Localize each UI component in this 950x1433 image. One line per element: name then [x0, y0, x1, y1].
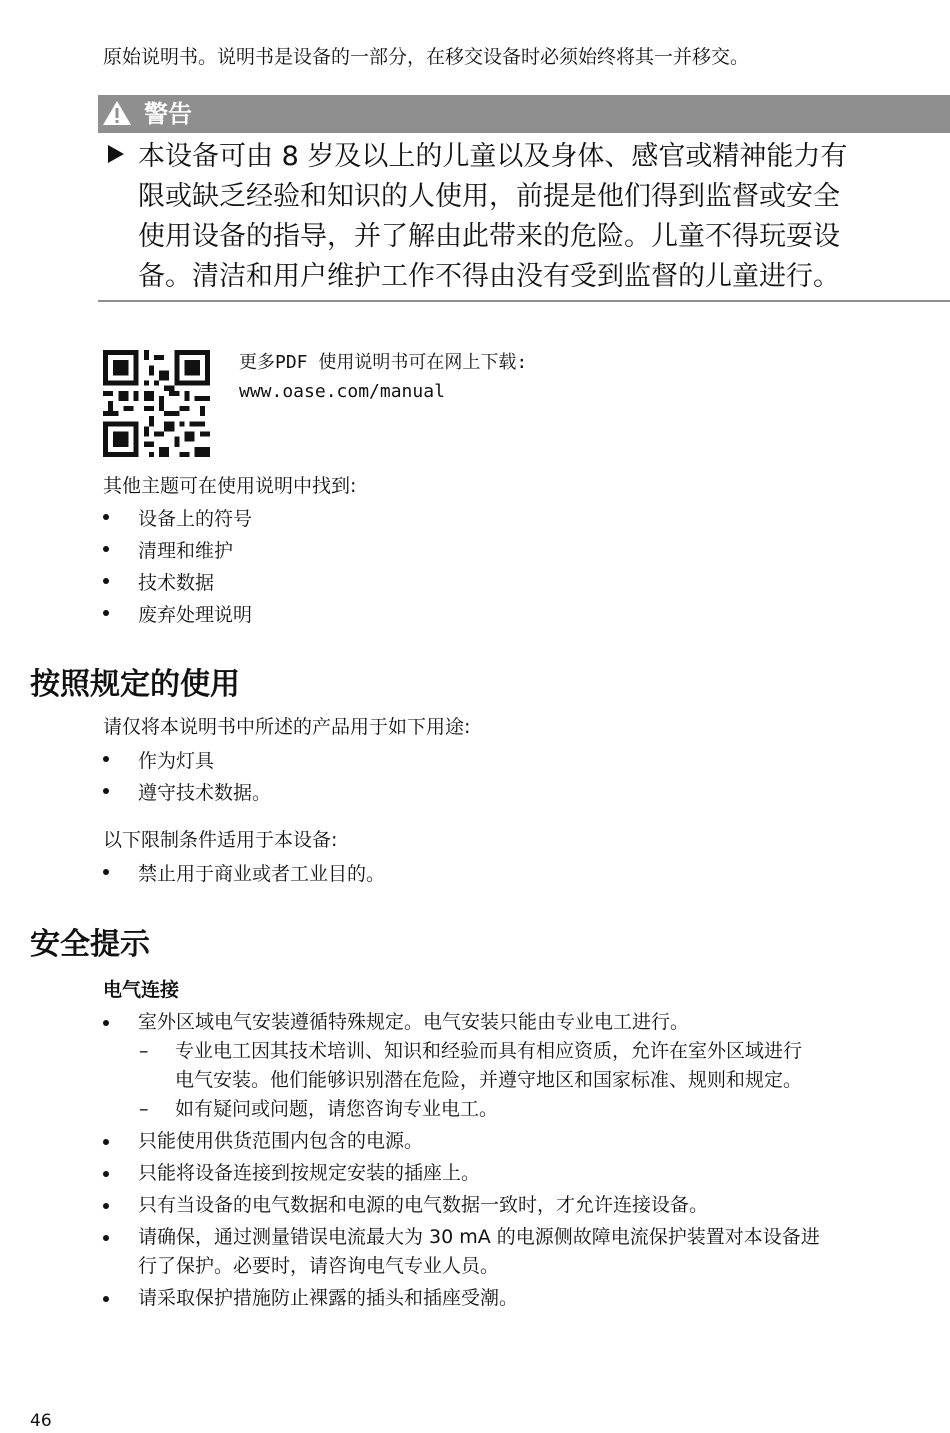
bullet-icon	[103, 1203, 109, 1209]
subheading-electrical: 电气连接	[103, 979, 180, 1001]
bullet-icon	[103, 1296, 109, 1302]
list-item: 只有当设备的电气数据和电源的电气数据一致时，才允许连接设备。	[103, 1191, 948, 1220]
restriction-intro: 以下限制条件适用于本设备:	[103, 829, 338, 851]
list-item: 设备上的符号	[103, 503, 252, 535]
list-item: 请采取保护措施防止裸露的插头和插座受潮。	[103, 1284, 948, 1313]
warning-title: 警告	[144, 100, 192, 128]
bullet-icon	[103, 514, 109, 520]
list-item: 只能使用供货范围内包含的电源。	[103, 1127, 948, 1156]
dash-icon: –	[139, 1040, 149, 1062]
bullet-icon	[103, 1020, 109, 1026]
download-text: 更多PDF 使用说明书可在网上下载:	[239, 352, 528, 373]
dash-icon: –	[139, 1098, 149, 1120]
warning-header	[98, 95, 950, 133]
arrow-right-icon	[106, 143, 126, 165]
list-item: 作为灯具	[103, 745, 271, 777]
list-item: 废弃处理说明	[103, 599, 252, 631]
bullet-icon	[103, 869, 109, 875]
topics-list	[103, 503, 252, 631]
sub-list-item: – 如有疑问或问题，请您咨询专业电工。	[103, 1095, 948, 1124]
topics-intro: 其他主题可在使用说明中找到:	[103, 475, 357, 497]
list-item: 技术数据	[103, 567, 252, 599]
restriction-list	[103, 858, 385, 890]
bullet-icon	[103, 1171, 109, 1177]
sub-list-item: – 专业电工因其技术培训、知识和经验而具有相应资质，允许在室外区域进行 电气安装。他们能够识别潜在危险，并遵守地区和国家标准、规则和规定。	[103, 1037, 948, 1095]
section-heading-safety: 安全提示	[30, 927, 150, 962]
warning-line: 限或缺乏经验和知识的人使用，前提是他们得到监督或安全	[138, 181, 840, 212]
warning-text	[100, 137, 945, 297]
bullet-icon	[103, 756, 109, 762]
section-heading-intended-use: 按照规定的使用	[30, 667, 240, 702]
warning-divider	[98, 300, 950, 302]
bullet-icon	[103, 546, 109, 552]
bullet-icon	[103, 1235, 109, 1241]
warning-line: 本设备可由 8 岁及以上的儿童以及身体、感官或精神能力有	[138, 141, 848, 172]
page-number: 46	[30, 1411, 52, 1431]
bullet-icon	[103, 1139, 109, 1145]
manual-url-link[interactable]: www.oase.com/manual	[239, 381, 445, 402]
list-item: 清理和维护	[103, 535, 252, 567]
list-item: 室外区域电气安装遵循特殊规定。电气安装只能由专业电工进行。	[103, 1008, 948, 1037]
intro-paragraph: 原始说明书。说明书是设备的一部分，在移交设备时必须始终将其一并移交。	[103, 46, 750, 68]
bullet-icon	[103, 610, 109, 616]
list-item: 禁止用于商业或者工业目的。	[103, 858, 385, 890]
intended-use-list	[103, 745, 271, 809]
intended-use-intro: 请仅将本说明书中所述的产品用于如下用途:	[103, 716, 471, 738]
bullet-icon	[103, 578, 109, 584]
list-item: 遵守技术数据。	[103, 777, 271, 809]
safety-list	[103, 1008, 948, 1313]
bullet-icon	[103, 788, 109, 794]
warning-triangle-icon	[102, 99, 132, 127]
list-item: 只能将设备连接到按规定安装的插座上。	[103, 1159, 948, 1188]
warning-line: 使用设备的指导，并了解由此带来的危险。儿童不得玩耍设	[138, 221, 840, 252]
qr-code-icon	[103, 350, 210, 457]
download-info	[239, 348, 527, 406]
warning-line: 备。清洁和用户维护工作不得由没有受到监督的儿童进行。	[138, 261, 840, 292]
list-item: 请确保，通过测量错误电流最大为 30 mA 的电源侧故障电流保护装置对本设备进 行了保护。必要时，请咨询电气专业人员。	[103, 1223, 948, 1281]
